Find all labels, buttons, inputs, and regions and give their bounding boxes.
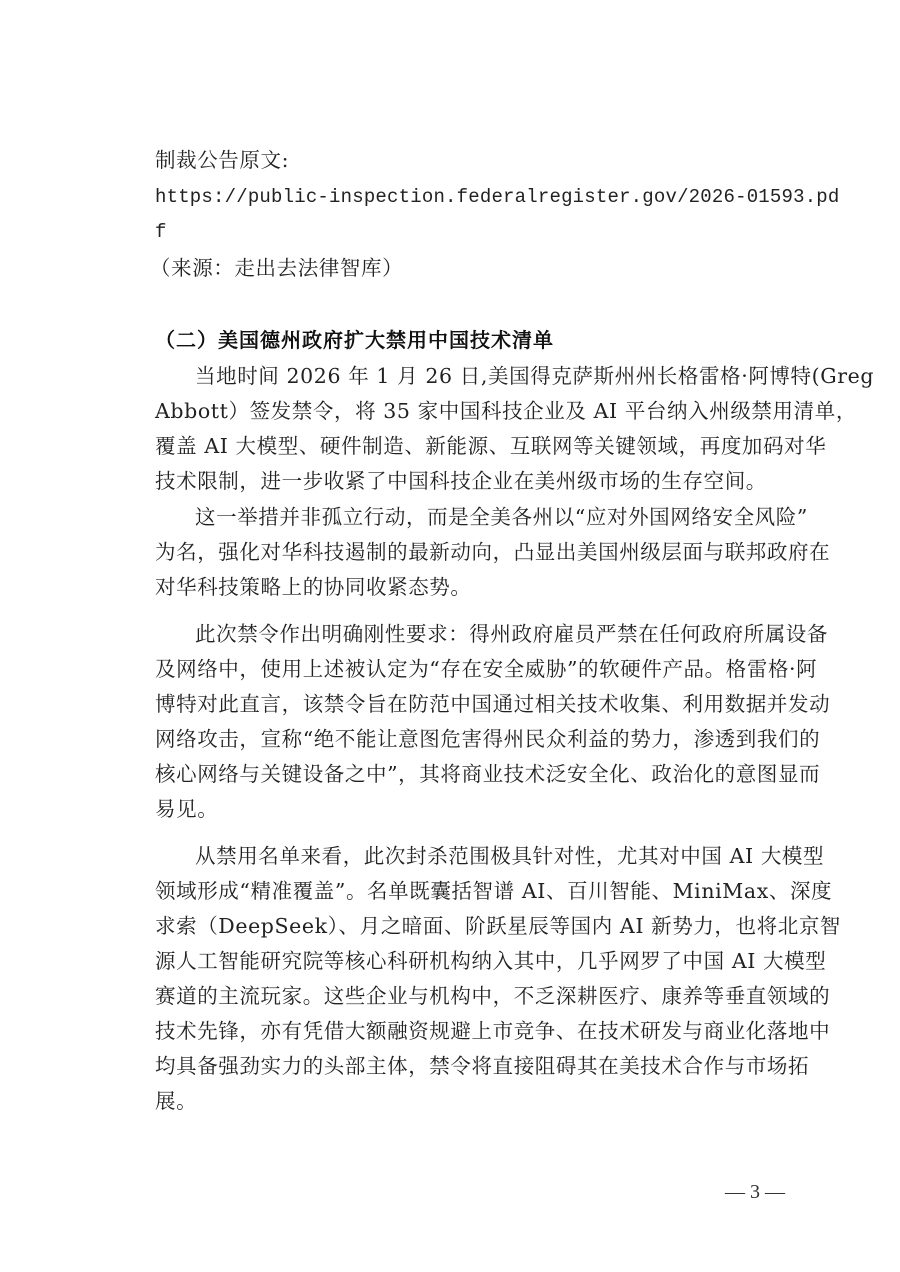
paragraph-line: 此次禁令作出明确刚性要求：得州政府雇员严禁在任何政府所属设备: [195, 622, 828, 646]
paragraph-line: 技术先锋，亦有凭借大额融资规避上市竞争、在技术研发与商业化落地中: [155, 1019, 831, 1043]
page-number: — 3 —: [725, 1181, 785, 1203]
paragraph-line: 覆盖 AI 大模型、硬件制造、新能源、互联网等关键领域，再度加码对华: [155, 434, 827, 458]
sanction-notice-url-line-2[interactable]: f: [155, 221, 167, 243]
paragraph-line: 及网络中，使用上述被认定为“存在安全威胁”的软硬件产品。格雷格·阿: [155, 657, 818, 681]
sanction-notice-label: 制裁公告原文:: [155, 148, 290, 172]
paragraph-line: 均具备强劲实力的头部主体，禁令将直接阻碍其在美技术合作与市场拓: [155, 1054, 810, 1078]
paragraph-line: 求索（DeepSeek）、月之暗面、阶跃星辰等国内 AI 新势力，也将北京智: [155, 914, 842, 938]
paragraph-line: 赛道的主流玩家。这些企业与机构中，不乏深耕医疗、康养等垂直领域的: [155, 984, 831, 1008]
paragraph-line: 源人工智能研究院等核心科研机构纳入其中，几乎网罗了中国 AI 大模型: [155, 949, 827, 973]
paragraph-line: 核心网络与关键设备之中”，其将商业技术泛安全化、政治化的意图显而: [155, 762, 821, 786]
sanction-notice-url-line-1[interactable]: https://public-inspection.federalregister.gov/2026-01593.pd: [155, 186, 840, 208]
paragraph-line: 从禁用名单来看，此次封杀范围极具针对性，尤其对中国 AI 大模型: [195, 844, 825, 868]
paragraph-line: 易见。: [155, 797, 219, 821]
paragraph-line: Abbott）签发禁令，将 35 家中国科技企业及 AI 平台纳入州级禁用清单，: [155, 399, 857, 423]
paragraph-line: 这一举措并非孤立行动，而是全美各州以“应对外国网络安全风险”: [195, 505, 808, 529]
paragraph-line: 展。: [155, 1089, 198, 1113]
source-attribution: （来源：走出去法律智库）: [150, 256, 404, 280]
paragraph-line: 网络攻击，宣称“绝不能让意图危害得州民众利益的势力，渗透到我们的: [155, 727, 821, 751]
section-heading: （二）美国德州政府扩大禁用中国技术清单: [155, 328, 554, 352]
paragraph-line: 博特对此直言，该禁令旨在防范中国通过相关技术收集、利用数据并发动: [155, 692, 831, 716]
paragraph-line: 当地时间 2026 年 1 月 26 日,美国得克萨斯州州长格雷格·阿博特(Greg: [195, 364, 875, 388]
paragraph-line: 领域形成“精准覆盖”。名单既囊括智谱 AI、百川智能、MiniMax、深度: [155, 879, 833, 903]
paragraph-line: 技术限制，进一步收紧了中国科技企业在美州级市场的生存空间。: [155, 469, 767, 493]
paragraph-line: 为名，强化对华科技遏制的最新动向，凸显出美国州级层面与联邦政府在: [155, 540, 831, 564]
paragraph-line: 对华科技策略上的协同收紧态势。: [155, 575, 472, 599]
